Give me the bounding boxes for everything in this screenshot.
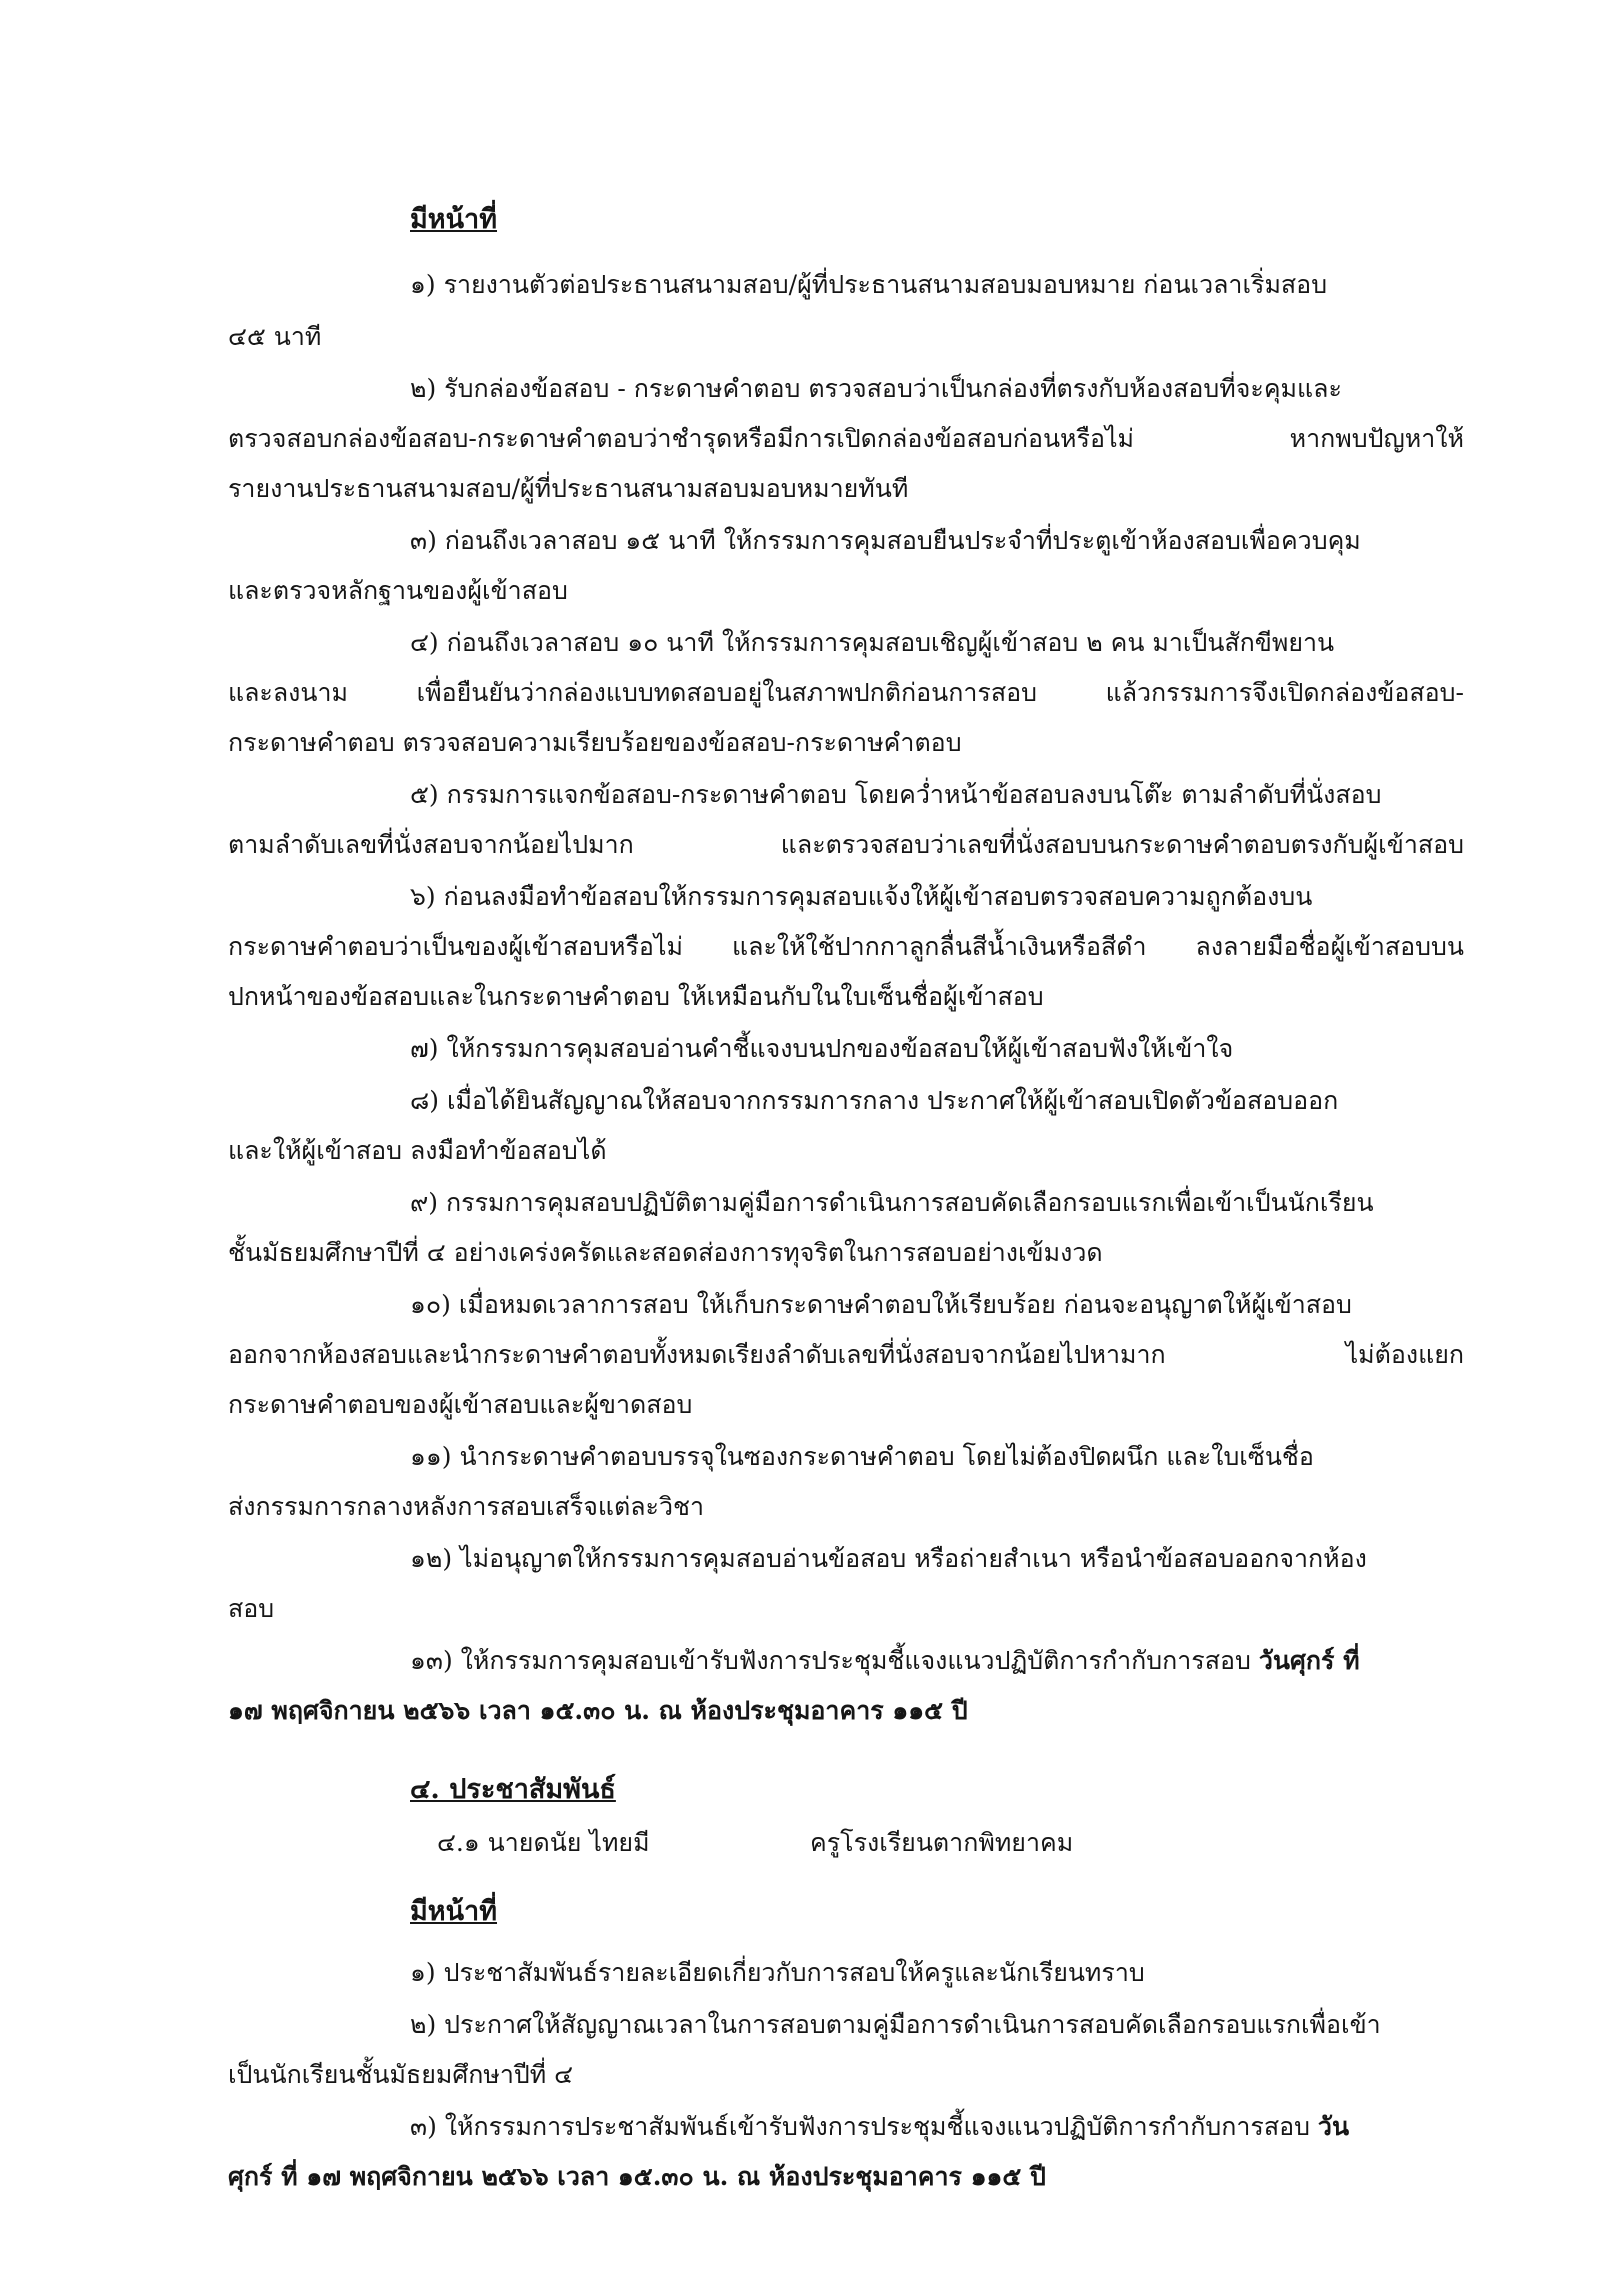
duty-item-4-line-2: และลงนาม เพื่อยืนยันว่ากล่องแบบทดสอบอยู่ในสภาพปกติก่อนการสอบ แล้วกรรมการจึงเปิดกล่องข้อสอบ- [228, 678, 1464, 707]
duty-item-1-line-2: ๔๕ นาที [228, 322, 322, 351]
duty-item-1-line-1: ๑) รายงานตัวต่อประธานสนามสอบ/ผู้ที่ประธานสนามสอบมอบหมาย ก่อนเวลาเริ่มสอบ [410, 270, 1328, 299]
duty-item-11-line-1: ๑๑) นำกระดาษคำตอบบรรจุในซองกระดาษคำตอบ โดยไม่ต้องปิดผนึก และใบเซ็นชื่อ [410, 1442, 1314, 1471]
duty-item-6-line-3: ปกหน้าของข้อสอบและในกระดาษคำตอบ ให้เหมือนกับในใบเซ็นชื่อผู้เข้าสอบ [228, 982, 1044, 1011]
duty-item-13-date-line: ๑๗ พฤศจิกายน ๒๕๖๖ เวลา ๑๕.๓๐ น. ณ ห้องประชุมอาคาร ๑๑๕ ปี [228, 1696, 968, 1725]
duties-heading: มีหน้าที่ [410, 204, 498, 235]
duty-item-11-line-2: ส่งกรรมการกลางหลังการสอบเสร็จแต่ละวิชา [228, 1492, 705, 1521]
duty-item-3-line-2: และตรวจหลักฐานของผู้เข้าสอบ [228, 576, 568, 605]
duty-item-2-line-1: ๒) รับกล่องข้อสอบ - กระดาษคำตอบ ตรวจสอบว่าเป็นกล่องที่ตรงกับห้องสอบที่จะคุมและ [410, 374, 1342, 403]
pr-duty-2-line-1: ๒) ประกาศให้สัญญาณเวลาในการสอบตามคู่มือการดำเนินการสอบคัดเลือกรอบแรกเพื่อเข้า [410, 2010, 1381, 2039]
pr-duty-2-line-2: เป็นนักเรียนชั้นมัธยมศึกษาปีที่ ๔ [228, 2060, 574, 2089]
duty-item-8-line-2: และให้ผู้เข้าสอบ ลงมือทำข้อสอบได้ [228, 1136, 607, 1165]
duty-item-7-line-1: ๗) ให้กรรมการคุมสอบอ่านคำชี้แจงบนปกของข้อสอบให้ผู้เข้าสอบฟังให้เข้าใจ [410, 1034, 1234, 1063]
duty-item-4-line-3: กระดาษคำตอบ ตรวจสอบความเรียบร้อยของข้อสอบ-กระดาษคำตอบ [228, 728, 962, 757]
duty-item-5-line-1: ๕) กรรมการแจกข้อสอบ-กระดาษคำตอบ โดยคว่ำหน้าข้อสอบลงบนโต๊ะ ตามลำดับที่นั่งสอบ [410, 780, 1382, 809]
duty-item-2-line-3: รายงานประธานสนามสอบ/ผู้ที่ประธานสนามสอบมอบหมายทันที [228, 474, 909, 503]
duty-item-10-line-1: ๑๐) เมื่อหมดเวลาการสอบ ให้เก็บกระดาษคำตอบให้เรียบร้อย ก่อนจะอนุญาตให้ผู้เข้าสอบ [410, 1290, 1352, 1319]
duty-item-12-line-1: ๑๒) ไม่อนุญาตให้กรรมการคุมสอบอ่านข้อสอบ หรือถ่ายสำเนา หรือนำข้อสอบออกจากห้อง [410, 1544, 1367, 1573]
duty-item-13-date-start: วันศุกร์ ที่ [1258, 1646, 1360, 1675]
pr-duty-1-line-1: ๑) ประชาสัมพันธ์รายละเอียดเกี่ยวกับการสอบให้ครูและนักเรียนทราบ [410, 1958, 1145, 1987]
pr-duty-3-date-start: วัน [1317, 2112, 1350, 2141]
pr-duty-3-text: ๓) ให้กรรมการประชาสัมพันธ์เข้ารับฟังการประชุมชี้แจงแนวปฏิบัติการกำกับการสอบ [410, 2112, 1310, 2141]
duty-item-10-line-3: กระดาษคำตอบของผู้เข้าสอบและผู้ขาดสอบ [228, 1390, 693, 1419]
duty-item-3-line-1: ๓) ก่อนถึงเวลาสอบ ๑๕ นาที ให้กรรมการคุมสอบยืนประจำที่ประตูเข้าห้องสอบเพื่อควบคุม [410, 526, 1361, 555]
duty-item-13-line-1 [410, 1648, 1360, 1673]
duty-item-5-line-2: ตามลำดับเลขที่นั่งสอบจากน้อยไปมาก และตรวจสอบว่าเลขที่นั่งสอบบนกระดาษคำตอบตรงกับผู้เข้าสอบ [228, 830, 1464, 859]
section-4-duties-heading: มีหน้าที่ [410, 1896, 498, 1927]
pr-duty-3-date-line: ศุกร์ ที่ ๑๗ พฤศจิกายน ๒๕๖๖ เวลา ๑๕.๓๐ น. ณ ห้องประชุมอาคาร ๑๑๕ ปี [228, 2162, 1046, 2191]
duty-item-2-line-2: ตรวจสอบกล่องข้อสอบ-กระดาษคำตอบว่าชำรุดหรือมีการเปิดกล่องข้อสอบก่อนหรือไม่ หากพบปัญหาให้ [228, 424, 1464, 453]
duty-item-10-line-2: ออกจากห้องสอบและนำกระดาษคำตอบทั้งหมดเรียงลำดับเลขที่นั่งสอบจากน้อยไปหามาก ไม่ต้องแยก [228, 1340, 1464, 1369]
duty-item-8-line-1: ๘) เมื่อได้ยินสัญญาณให้สอบจากกรรมการกลาง ประกาศให้ผู้เข้าสอบเปิดตัวข้อสอบออก [410, 1086, 1339, 1115]
member-role: ครูโรงเรียนตากพิทยาคม [810, 1828, 1074, 1857]
pr-duty-3-line-1 [410, 2114, 1349, 2139]
duty-item-6-line-2: กระดาษคำตอบว่าเป็นของผู้เข้าสอบหรือไม่ และให้ใช้ปากกาลูกลื่นสีน้ำเงินหรือสีดำ ลงลายมือชื่อผู้เข้าสอบบน [228, 932, 1464, 961]
duty-item-9-line-2: ชั้นมัธยมศึกษาปีที่ ๔ อย่างเคร่งครัดและสอดส่องการทุจริตในการสอบอย่างเข้มงวด [228, 1238, 1103, 1267]
member-name: ๔.๑ นายดนัย ไทยมี [437, 1828, 650, 1857]
duty-item-9-line-1: ๙) กรรมการคุมสอบปฏิบัติตามคู่มือการดำเนินการสอบคัดเลือกรอบแรกเพื่อเข้าเป็นนักเรียน [410, 1188, 1374, 1217]
section-4-title: ๔. ประชาสัมพันธ์ [410, 1774, 616, 1805]
duty-item-4-line-1: ๔) ก่อนถึงเวลาสอบ ๑๐ นาที ให้กรรมการคุมสอบเชิญผู้เข้าสอบ ๒ คน มาเป็นสักขีพยาน [410, 628, 1335, 657]
duty-item-12-line-2: สอบ [228, 1594, 275, 1623]
duty-item-6-line-1: ๖) ก่อนลงมือทำข้อสอบให้กรรมการคุมสอบแจ้งให้ผู้เข้าสอบตรวจสอบความถูกต้องบน [410, 882, 1313, 911]
duty-item-13-text: ๑๓) ให้กรรมการคุมสอบเข้ารับฟังการประชุมชี้แจงแนวปฏิบัติการกำกับการสอบ [410, 1646, 1251, 1675]
